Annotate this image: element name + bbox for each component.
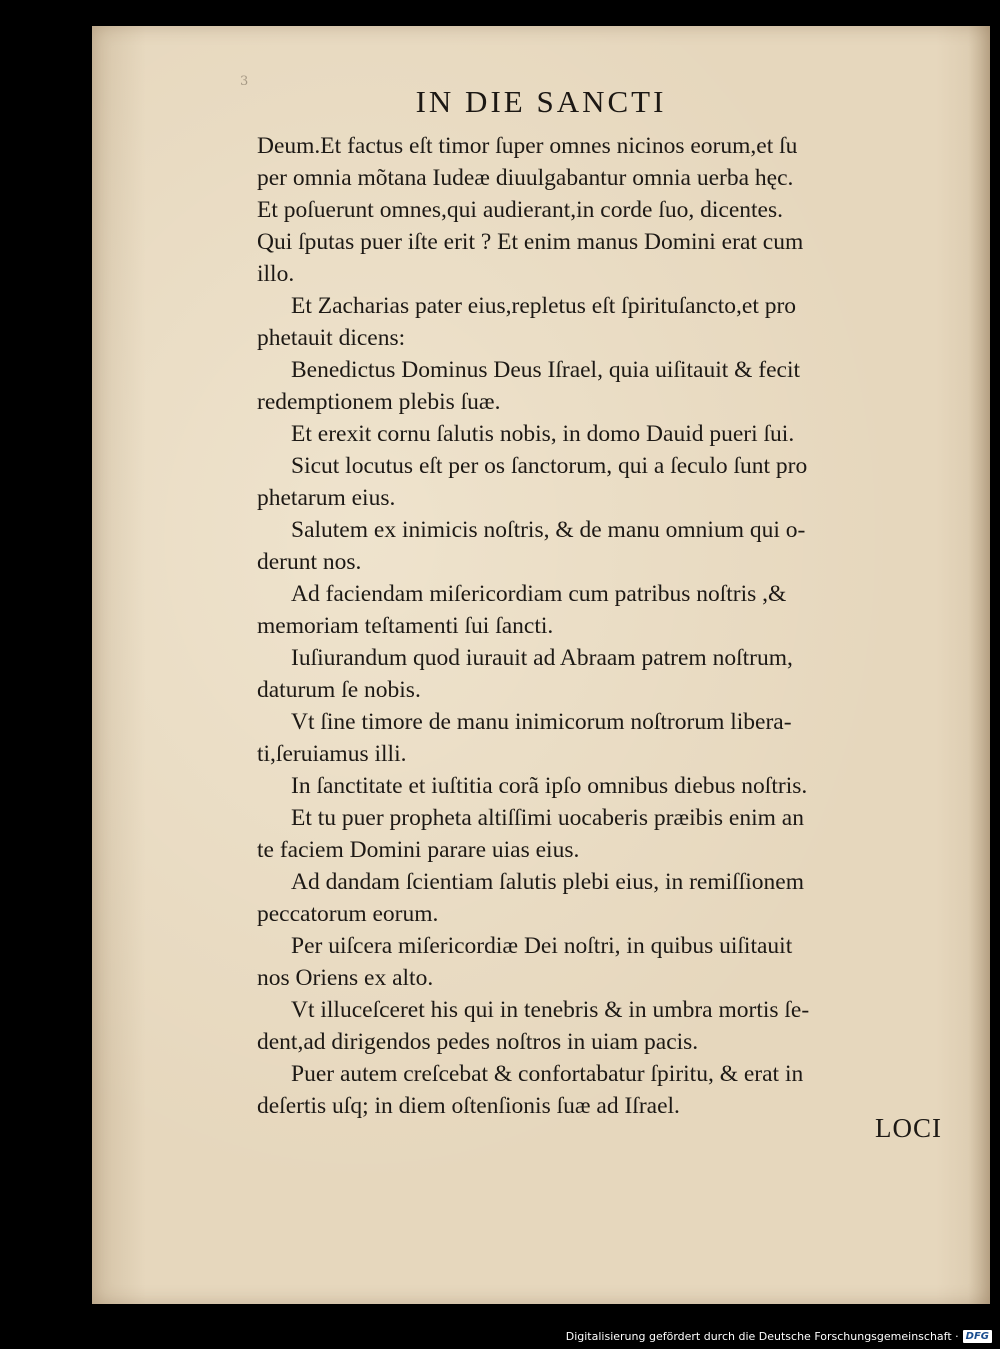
text-block (257, 130, 943, 1122)
text-line: Puer autem creſcebat & confortabatur ſpiritu, & erat in (291, 1061, 804, 1087)
book-page (92, 26, 990, 1304)
text-line: peccatorum eorum. (257, 901, 439, 927)
text-line: Salutem ex inimicis noſtris, & de manu omnium qui o- (291, 517, 806, 543)
text-line: Per uiſcera miſericordiæ Dei noſtri, in quibus uiſitauit (291, 933, 793, 959)
text-line: Qui ſputas puer iſte erit ? Et enim manus Domini erat cum (257, 229, 804, 255)
text-line: Ad dandam ſcientiam ſalutis plebi eius, in remiſſionem (291, 869, 804, 895)
text-line: Iuſiurandum quod iurauit ad Abraam patrem noſtrum, (291, 645, 793, 671)
text-line: illo. (257, 261, 295, 287)
page-edge-shadow (968, 26, 990, 1304)
text-line: dent,ad dirigendos pedes noſtros in uiam pacis. (257, 1029, 699, 1055)
text-line: Benedictus Dominus Deus Iſrael, quia uiſitauit & fecit (291, 357, 801, 383)
footer-credit-bar (566, 1328, 992, 1344)
text-line: memoriam teſtamenti ſui ſancti. (257, 613, 554, 639)
text-line: Et erexit cornu ſalutis nobis, in domo Dauid pueri ſui. (291, 421, 795, 447)
page-mark: 3 (240, 74, 251, 89)
text-line: In ſanctitate et iuſtitia corã ipſo omnibus diebus noſtris. (291, 773, 808, 799)
text-line: redemptionem plebis ſuæ. (257, 389, 501, 415)
text-line: Et tu puer propheta altiſſimi uocaberis præibis enim an (291, 805, 804, 831)
text-line: ti,ſeruiamus illi. (257, 741, 407, 767)
text-line: Sicut locutus eſt per os ſanctorum, qui a ſeculo ſunt pro (291, 453, 808, 479)
text-line: phetauit dicens: (257, 325, 406, 351)
text-line: Et poſuerunt omnes,qui audierant,in corde ſuo, dicentes. (257, 197, 783, 223)
footer-credit-text: Digitalisierung gefördert durch die Deutsche Forschungsgemeinschaft · (565, 1329, 959, 1343)
text-line: Ad faciendam miſericordiam cum patribus noſtris ,& (291, 581, 787, 607)
text-line: derunt nos. (257, 549, 362, 575)
text-line: te faciem Domini parare uias eius. (257, 837, 580, 863)
text-line: nos Oriens ex alto. (257, 965, 434, 991)
text-line: Et Zacharias pater eius,repletus eſt ſpirituſancto,et pro (291, 293, 797, 319)
catchword: LOCI (875, 1113, 942, 1143)
text-line: Vt ſine timore de manu inimicorum noſtrorum libera- (291, 709, 792, 735)
text-line: per omnia mõtana Iudeæ diuulgabantur omnia uerba hęc. (257, 165, 794, 191)
text-line: deſertis uſq; in diem oſtenſionis ſuæ ad Iſrael. (257, 1093, 680, 1119)
running-header: IN DIE SANCTI (415, 84, 667, 119)
text-line: Deum.Et factus eſt timor ſuper omnes nicinos eorum,et ſu (257, 133, 798, 159)
dfg-logo-icon: DFG (963, 1330, 992, 1343)
text-line: Vt illuceſceret his qui in tenebris & in umbra mortis ſe- (291, 997, 810, 1023)
text-line: daturum ſe nobis. (257, 677, 421, 703)
text-line: phetarum eius. (257, 485, 396, 511)
